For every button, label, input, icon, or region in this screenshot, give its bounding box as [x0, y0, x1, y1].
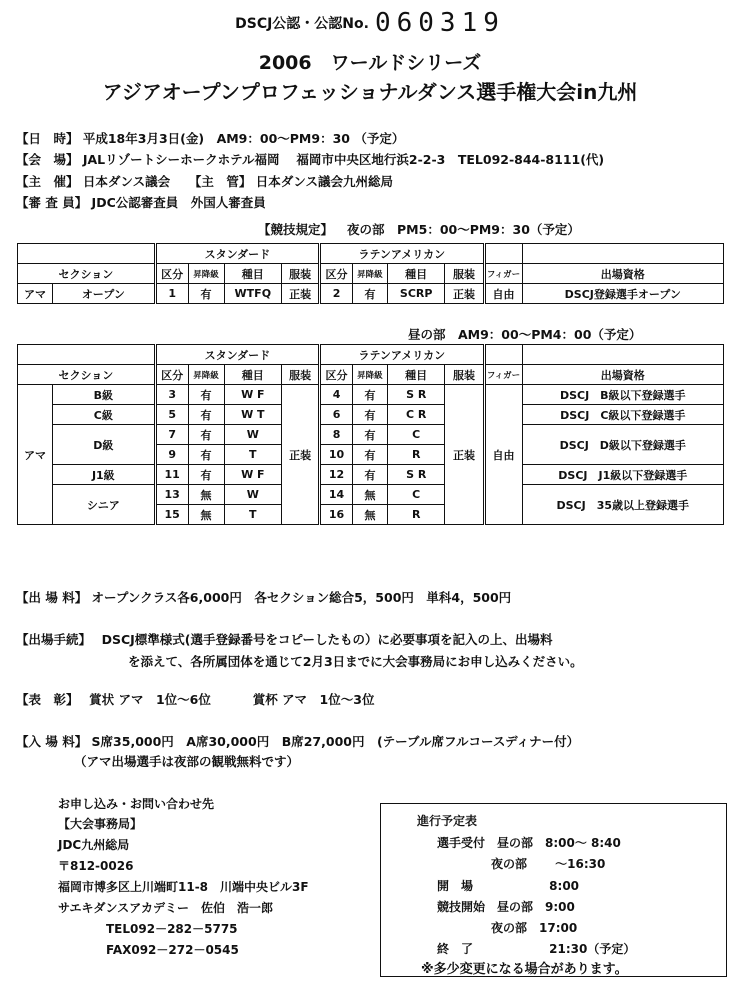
- std-updown-cell: 有: [188, 385, 224, 405]
- std-updown-cell: 無: [188, 485, 224, 505]
- std-number-cell: 11: [155, 465, 188, 485]
- figure-cell: 自由: [484, 385, 522, 525]
- qualification-cell: DSCJ B級以下登録選手: [522, 385, 723, 405]
- standard-header: スタンダード: [155, 244, 319, 264]
- std-event-cell: W: [224, 485, 282, 505]
- figure-cell: 自由: [484, 284, 522, 304]
- entry-fee: 【出 場 料】 オープンクラス各6,000円 各セクション総合5，500円 単科4，500円: [16, 590, 512, 605]
- std-updown-cell: 有: [188, 425, 224, 445]
- event-header: 種目: [387, 264, 445, 284]
- dress-header: 服装: [282, 365, 320, 385]
- class-cell: D級: [52, 425, 155, 465]
- lat-dress-cell: 正装: [445, 284, 484, 304]
- schedule-line: 夜の部 17:00: [491, 921, 578, 935]
- admission-fee: 【入 場 料】 S席35,000円 A席30,000円 B席27,000円 (テーブル席フルコースディナー付）: [16, 734, 580, 749]
- schedule-title: 進行予定表: [417, 814, 478, 828]
- night-session-time: 夜の部 PM5：00～PM9：30（予定）: [347, 222, 580, 237]
- std-event-cell: W: [224, 425, 282, 445]
- night-session-table: [17, 243, 724, 304]
- dress-header: 服装: [445, 264, 484, 284]
- event-organizer: 【主 催】 日本ダンス議会 【主 管】 日本ダンス議会九州総局: [16, 174, 393, 189]
- qualification-cell: DSCJ登録選手オープン: [522, 284, 723, 304]
- schedule-line: 開 場 8:00: [437, 879, 580, 893]
- table-row: [18, 385, 724, 405]
- schedule-line: 競技開始 昼の部 9:00: [437, 900, 575, 914]
- standard-header: スタンダード: [155, 345, 319, 365]
- section-cell: オープン: [52, 284, 155, 304]
- class-cell: シニア: [52, 485, 155, 525]
- page-title-line2: アジアオープンプロフェッショナルダンス選手権大会in九州: [102, 80, 638, 104]
- certification-line: [0, 8, 740, 38]
- std-updown-cell: 有: [188, 284, 224, 304]
- std-updown-cell: 有: [188, 445, 224, 465]
- entry-procedure-line2: を添えて、各所属団体を通じて2月3日までに大会事務局にお申し込みください。: [128, 654, 583, 669]
- kubun-header: 区分: [320, 365, 353, 385]
- event-header: 種目: [387, 365, 445, 385]
- event-datetime: 【日 時】 平成18年3月3日(金) AM9：00～PM9：30 （予定）: [16, 131, 405, 146]
- lat-number-cell: 12: [320, 465, 353, 485]
- lat-dress-cell: 正装: [445, 385, 484, 525]
- std-number-cell: 1: [155, 284, 188, 304]
- contact-org: JDC九州総局: [58, 838, 130, 852]
- class-cell: J1級: [52, 465, 155, 485]
- updown-header: 昇降級: [352, 264, 387, 284]
- lat-number-cell: 2: [320, 284, 353, 304]
- lat-updown-cell: 有: [352, 405, 387, 425]
- awards: 【表 彰】 賞状 アマ 1位～6位 賞杯 アマ 1位～3位: [16, 692, 375, 707]
- std-event-cell: W F: [224, 385, 282, 405]
- admission-note: （アマ出場選手は夜部の観戦無料です）: [74, 754, 300, 769]
- std-number-cell: 15: [155, 505, 188, 525]
- contact-person: サエキダンスアカデミー 佐伯 浩一郎: [58, 901, 274, 915]
- lat-updown-cell: 有: [352, 385, 387, 405]
- schedule-box: [380, 803, 727, 977]
- lat-number-cell: 4: [320, 385, 353, 405]
- lat-updown-cell: 有: [352, 465, 387, 485]
- std-number-cell: 7: [155, 425, 188, 445]
- class-cell: B級: [52, 385, 155, 405]
- event-header: 種目: [224, 365, 282, 385]
- kubun-header: 区分: [320, 264, 353, 284]
- lat-number-cell: 16: [320, 505, 353, 525]
- lat-number-cell: 10: [320, 445, 353, 465]
- std-event-cell: T: [224, 505, 282, 525]
- lat-number-cell: 14: [320, 485, 353, 505]
- lat-event-cell: C: [387, 485, 445, 505]
- figure-header: フィガー: [484, 264, 522, 284]
- table-row: [18, 465, 724, 485]
- qualification-cell: DSCJ D級以下登録選手: [522, 425, 723, 465]
- qualification-header: 出場資格: [522, 264, 723, 284]
- class-cell: C級: [52, 405, 155, 425]
- std-updown-cell: 有: [188, 465, 224, 485]
- table-row: [18, 485, 724, 505]
- event-judges: 【審 査 員】 JDC公認審査員 外国人審査員: [16, 195, 266, 210]
- lat-updown-cell: 有: [352, 445, 387, 465]
- dress-header: 服装: [445, 365, 484, 385]
- latin-header: ラテンアメリカン: [320, 345, 484, 365]
- std-number-cell: 5: [155, 405, 188, 425]
- std-number-cell: 9: [155, 445, 188, 465]
- lat-number-cell: 8: [320, 425, 353, 445]
- entry-procedure-line1: 【出場手続】 DSCJ標準様式(選手登録番号をコピーしたもの）に必要事項を記入の上、出場料: [16, 632, 553, 647]
- section-header: セクション: [18, 264, 156, 284]
- std-number-cell: 13: [155, 485, 188, 505]
- updown-header: 昇降級: [352, 365, 387, 385]
- lat-event-cell: C R: [387, 405, 445, 425]
- lat-updown-cell: 有: [352, 284, 387, 304]
- page-title-line1: 2006 ワールドシリーズ: [258, 52, 482, 74]
- table-row: [18, 405, 724, 425]
- contact-fax: FAX092－272－0545: [106, 943, 239, 957]
- day-session-time: 昼の部 AM9：00～PM4：00（予定）: [408, 327, 642, 342]
- day-session-table: [17, 344, 724, 525]
- event-header: 種目: [224, 264, 282, 284]
- dress-header: 服装: [282, 264, 320, 284]
- updown-header: 昇降級: [188, 365, 224, 385]
- cert-label: DSCJ公認・公認No.: [235, 16, 369, 32]
- lat-event-cell: S R: [387, 465, 445, 485]
- lat-event-cell: SCRP: [387, 284, 445, 304]
- std-event-cell: W F: [224, 465, 282, 485]
- amateur-cell: アマ: [18, 284, 53, 304]
- qualification-cell: DSCJ 35歳以上登録選手: [522, 485, 723, 525]
- updown-header: 昇降級: [188, 264, 224, 284]
- contact-tel: TEL092－282－5775: [106, 922, 238, 936]
- contact-heading: お申し込み・お問い合わせ先: [58, 797, 215, 811]
- std-updown-cell: 有: [188, 405, 224, 425]
- std-dress-cell: 正装: [282, 284, 320, 304]
- table-row: [18, 425, 724, 445]
- std-dress-cell: 正装: [282, 385, 320, 525]
- schedule-line: 終 了 21:30（予定）: [437, 942, 636, 956]
- figure-header: フィガー: [484, 365, 522, 385]
- lat-updown-cell: 有: [352, 425, 387, 445]
- lat-event-cell: R: [387, 505, 445, 525]
- schedule-line: 選手受付 昼の部 8:00～ 8:40: [437, 836, 621, 850]
- std-number-cell: 3: [155, 385, 188, 405]
- lat-updown-cell: 無: [352, 485, 387, 505]
- lat-event-cell: S R: [387, 385, 445, 405]
- lat-event-cell: R: [387, 445, 445, 465]
- std-event-cell: WTFQ: [224, 284, 282, 304]
- amateur-cell: アマ: [18, 385, 53, 525]
- lat-number-cell: 6: [320, 405, 353, 425]
- section-header: セクション: [18, 365, 156, 385]
- schedule-note: ※多少変更になる場合があります。: [421, 962, 628, 977]
- contact-zip: 〒812-0026: [58, 859, 134, 873]
- rules-title: 【競技規定】: [258, 222, 334, 237]
- schedule-line: 夜の部 ～16:30: [491, 857, 606, 871]
- qualification-cell: DSCJ J1級以下登録選手: [522, 465, 723, 485]
- std-event-cell: W T: [224, 405, 282, 425]
- std-updown-cell: 無: [188, 505, 224, 525]
- latin-header: ラテンアメリカン: [320, 244, 484, 264]
- event-venue: 【会 場】 JALリゾートシーホークホテル福岡 福岡市中央区地行浜2-2-3 TEL092-844-8111(代): [16, 152, 605, 167]
- qualification-header: 出場資格: [522, 365, 723, 385]
- qualification-cell: DSCJ C級以下登録選手: [522, 405, 723, 425]
- std-event-cell: T: [224, 445, 282, 465]
- lat-event-cell: C: [387, 425, 445, 445]
- kubun-header: 区分: [155, 264, 188, 284]
- contact-address: 福岡市博多区上川端町11-8 川端中央ビル3F: [58, 880, 309, 894]
- table-row: [18, 284, 724, 304]
- kubun-header: 区分: [155, 365, 188, 385]
- cert-number: 060319: [374, 8, 505, 38]
- contact-office: 【大会事務局】: [58, 817, 143, 831]
- rules-heading: [258, 220, 580, 238]
- lat-updown-cell: 無: [352, 505, 387, 525]
